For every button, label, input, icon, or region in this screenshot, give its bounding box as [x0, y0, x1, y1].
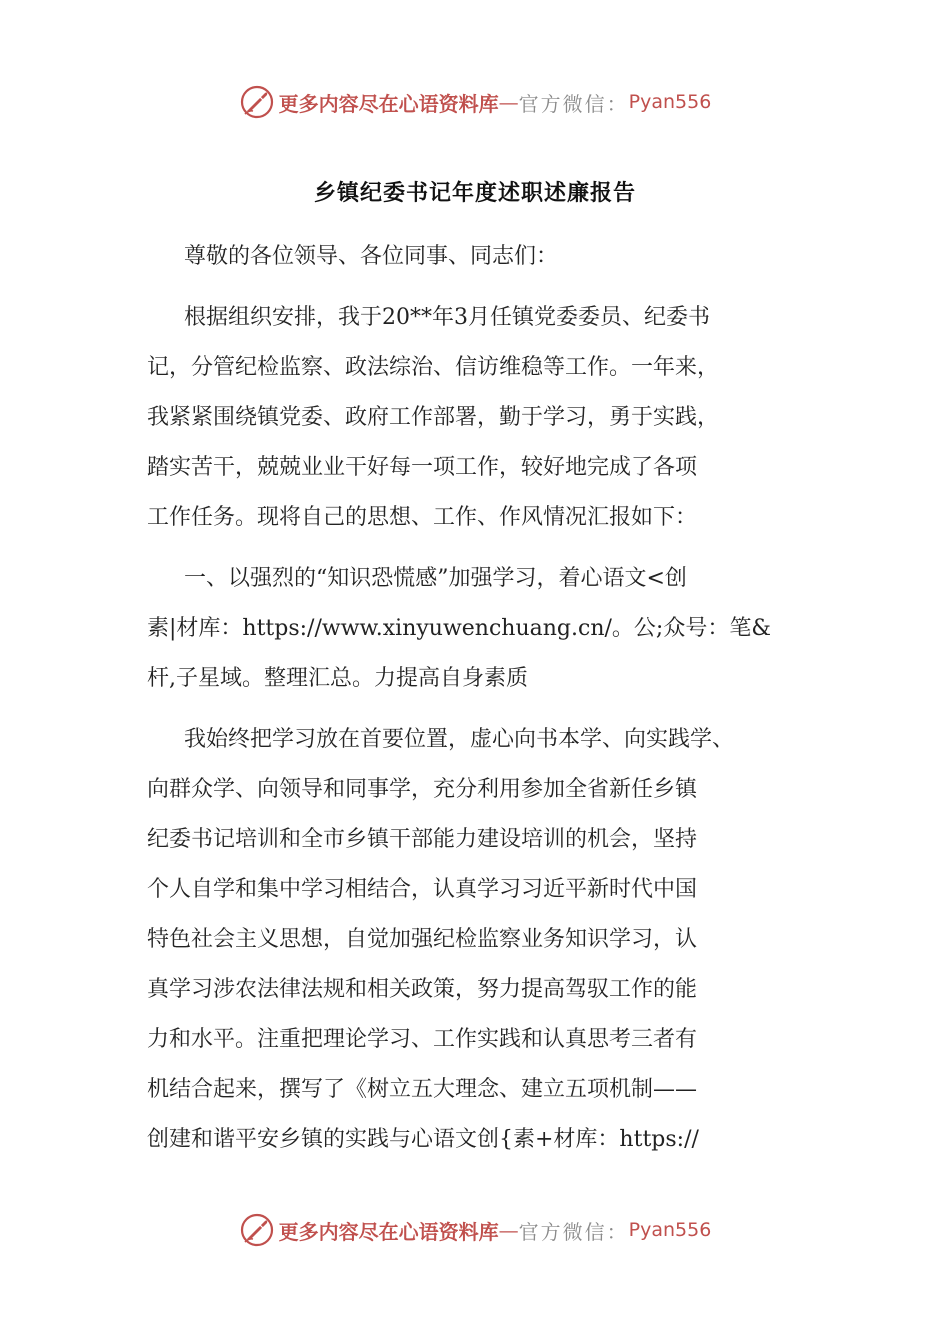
text-line: 个人自学和集中学习相结合，认真学习习近平新时代中国	[147, 877, 698, 902]
heading-line: 一、以强烈的“知识恐慌感”加强学习，着心语文<创	[184, 566, 687, 591]
quill-pen-logo-icon	[239, 1212, 275, 1248]
text-line: 踏实苦干，兢兢业业干好每一项工作，较好地完成了各项	[147, 455, 698, 480]
text-line: 我紧紧围绕镇党委、政府工作部署，勤于学习，勇于实践，	[147, 405, 720, 430]
banner-dash: —	[498, 90, 519, 114]
text-line: 根据组织安排，我于20**年3月任镇党委委员、纪委书	[184, 305, 710, 330]
text-line: 力和水平。注重把理论学习、工作实践和认真思考三者有	[147, 1027, 698, 1052]
heading-line: 素|材库：https://www.xinyuwenchuang.cn/。公;众号：笔&	[147, 616, 771, 641]
text-line: 机结合起来，撰写了《树立五大理念、建立五项机制——	[147, 1077, 698, 1102]
footer-banner	[0, 1210, 950, 1250]
banner-dash: —	[498, 1218, 519, 1242]
banner-wechat-label: 官方微信：	[518, 1219, 629, 1244]
text-line: 创建和谐平安乡镇的实践与心语文创{素+材库：https://	[147, 1127, 699, 1152]
text-line: 向群众学、向领导和同事学，充分利用参加全省新任乡镇	[147, 777, 698, 802]
document-title: 乡镇纪委书记年度述职述廉报告	[313, 180, 636, 206]
banner-main-text: 更多内容尽在心语资料库	[278, 1219, 499, 1244]
banner-wechat-id: Pyan556	[628, 91, 712, 113]
greeting-line: 尊敬的各位领导、各位同事、同志们：	[184, 244, 559, 269]
heading-line: 杆,子星域。整理汇总。力提高自身素质	[147, 666, 528, 691]
text-line: 纪委书记培训和全市乡镇干部能力建设培训的机会，坚持	[147, 827, 698, 852]
text-line: 工作任务。现将自己的思想、工作、作风情况汇报如下：	[147, 505, 698, 530]
text-line: 我始终把学习放在首要位置，虚心向书本学、向实践学、	[184, 727, 735, 752]
section-heading-1	[147, 554, 807, 704]
banner-main-text: 更多内容尽在心语资料库	[278, 91, 499, 116]
banner-wechat-label: 官方微信：	[518, 91, 629, 116]
text-line: 真学习涉农法律法规和相关政策，努力提高驾驭工作的能	[147, 977, 698, 1002]
header-banner	[0, 82, 950, 122]
quill-pen-logo-icon	[239, 84, 275, 120]
banner-wechat-id: Pyan556	[628, 1219, 712, 1241]
text-line: 记，分管纪检监察、政法综治、信访维稳等工作。一年来，	[147, 355, 720, 380]
paragraph-study	[147, 715, 807, 1165]
text-line: 特色社会主义思想，自觉加强纪检监察业务知识学习，认	[147, 927, 698, 952]
greeting	[147, 232, 807, 282]
paragraph-intro	[147, 293, 807, 543]
document-body	[147, 232, 807, 1176]
